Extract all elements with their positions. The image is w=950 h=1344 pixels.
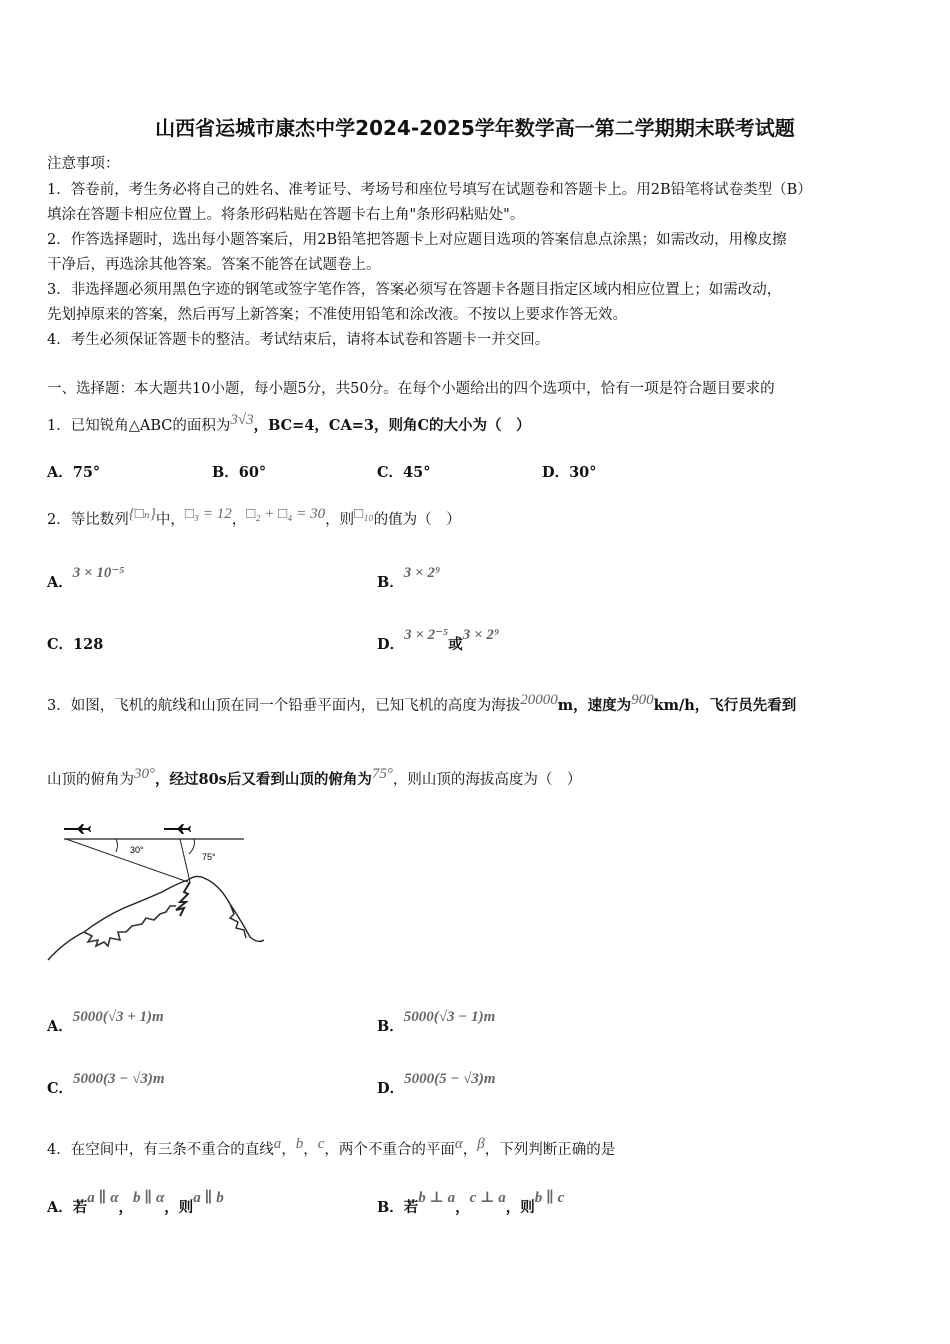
airplane-icon: [64, 824, 91, 834]
question-3-line-2: [47, 768, 581, 789]
q3-option-d[interactable]: [377, 1071, 496, 1098]
q2-option-b-math: 3 × 2⁹: [403, 565, 441, 581]
sight-line-2: [180, 839, 190, 882]
q3-text-pre: 3．如图，飞机的航线和山顶在同一个铅垂平面内，已知飞机的高度为海拔: [47, 698, 521, 714]
q4-option-a-then: ，则: [164, 1199, 194, 1216]
notice-line-2: 填涂在答题卡相应位置上。将条形码粘贴在答题卡右上角"条形码粘贴处"。: [47, 207, 525, 223]
q2-text-mid3: ，则: [325, 512, 355, 528]
notice-line-7: 4．考生必须保证答题卡的整洁。考试结束后，请将本试卷和答题卡一并交回。: [47, 332, 550, 348]
q2-option-b-label: B．: [377, 574, 404, 591]
mountain-rock-detail-2: [230, 904, 246, 938]
q4-text-post: ，下列判断正确的是: [484, 1142, 616, 1158]
q3-mountain-figure: [44, 812, 274, 964]
notice-line-3: 2．作答选择题时，选出每小题答案后，用2B铅笔把答题卡上对应题目选项的答案信息点涂黑；如需改动，用橡皮擦: [47, 232, 787, 248]
q4-option-a-math-2: b ∥ α: [133, 1190, 165, 1206]
q3-math-angle1: 30°: [134, 766, 155, 782]
q2-option-c[interactable]: C．128: [47, 636, 104, 653]
q3-option-a[interactable]: [47, 1009, 164, 1036]
q2-option-a[interactable]: [47, 565, 125, 592]
q3-option-a-label: A．: [47, 1018, 73, 1035]
q4-option-a-math-3: a ∥ b: [193, 1190, 224, 1206]
q3-option-c[interactable]: [47, 1071, 165, 1098]
q4-option-b-math-1: b ⊥ a: [418, 1190, 456, 1206]
q2-math-a3: □₃ = 12: [184, 506, 232, 522]
q4-sep-1: ，: [281, 1142, 296, 1158]
airplane-icon-2: [164, 824, 191, 834]
sight-line-1: [66, 839, 188, 882]
q4-option-a[interactable]: [47, 1190, 224, 1217]
q4-math-alpha: α: [454, 1136, 463, 1152]
q2-option-d-math-2: 3 × 2⁹: [462, 627, 500, 643]
q2-text-mid1: 中，: [155, 512, 185, 528]
q2-text-mid2: ，: [231, 512, 247, 528]
q2-option-d-or: 或: [448, 636, 463, 653]
q3-text-line2-mid: ，经过80s后又看到山顶的俯角为: [155, 771, 372, 788]
q2-math-sum: □₂ + □₄ = 30: [246, 506, 326, 522]
q2-option-b[interactable]: [377, 565, 441, 592]
q4-math-b: b: [295, 1136, 304, 1152]
q4-option-a-sep: ，: [118, 1199, 134, 1216]
q1-option-a[interactable]: A．75°: [47, 464, 101, 481]
q3-text-post: km/h，飞行员先看到: [653, 697, 797, 714]
q4-text-mid: ，两个不重合的平面: [324, 1142, 455, 1158]
q3-math-angle2: 75°: [371, 766, 393, 782]
q3-option-d-math: 5000(5 − √3)m: [404, 1071, 496, 1087]
q3-option-c-label: C．: [47, 1080, 74, 1097]
question-2: [47, 508, 461, 529]
q3-option-c-math: 5000(3 − √3)m: [73, 1071, 165, 1087]
q4-option-a-math-1: a ∥ α: [87, 1190, 119, 1206]
q2-option-d[interactable]: [377, 627, 500, 654]
q4-option-a-label: A．若: [47, 1199, 88, 1216]
mountain-shading: [84, 906, 176, 946]
q4-option-b-math-3: b ∥ c: [534, 1190, 565, 1206]
q4-option-b[interactable]: [377, 1190, 565, 1217]
notice-line-4: 干净后，再选涂其他答案。答案不能答在试题卷上。: [47, 257, 381, 273]
figure-angle-label-2: 75°: [202, 852, 216, 862]
q2-option-d-math-1: 3 × 2⁻⁵: [404, 627, 449, 643]
q1-text-post: ，BC=4，CA=3，则角C的大小为（ ）: [253, 417, 531, 434]
notice-line-6: 先划掉原来的答案，然后再写上新答案；不准使用铅笔和涂改液。不按以上要求作答无效。: [47, 307, 627, 323]
q2-math-seq: {□ₙ}: [128, 506, 156, 522]
q1-option-c[interactable]: C．45°: [377, 464, 431, 481]
notice-line-1: 1．答卷前，考生务必将自己的姓名、准考证号、考场号和座位号填写在试题卷和答题卡上。用2B铅笔将试卷类型（B）: [47, 182, 812, 198]
q4-option-b-sep: ，: [455, 1199, 470, 1216]
q4-math-c: c: [317, 1136, 325, 1152]
q4-option-b-then: ，则: [505, 1199, 535, 1216]
q3-math-height: 20000: [520, 692, 558, 708]
q4-option-b-label: B．若: [377, 1199, 419, 1216]
q3-option-b-label: B．: [377, 1018, 404, 1035]
question-4: [47, 1138, 615, 1159]
q1-text-pre: 1．已知锐角△ABC的面积为: [47, 418, 231, 434]
q3-text-mid: m，速度为: [557, 697, 632, 714]
question-3-line-1: [47, 694, 796, 715]
q4-math-a: a: [273, 1136, 282, 1152]
q3-option-d-label: D．: [377, 1080, 405, 1097]
q2-math-a10: □₁₀: [354, 506, 374, 522]
q1-math-area: 3√3: [230, 412, 254, 428]
q1-option-d[interactable]: D．30°: [542, 464, 597, 481]
angle-arc-1: [116, 839, 118, 852]
q2-text-post: 的值为（ ）: [373, 512, 461, 528]
exam-title: 山西省运城市康杰中学2024-2025学年数学高一第二学期期末联考试题: [155, 116, 795, 140]
q3-option-b[interactable]: [377, 1009, 496, 1036]
q3-math-speed: 900: [631, 692, 654, 708]
q2-text-pre: 2．等比数列: [47, 512, 129, 528]
q4-sep-2: ，: [303, 1142, 318, 1158]
question-1: [47, 414, 530, 435]
q2-option-a-math: 3 × 10⁻⁵: [72, 565, 125, 581]
q3-text-line2-pre: 山顶的俯角为: [47, 772, 134, 788]
section-heading: 一、选择题：本大题共10小题，每小题5分，共50分。在每个小题给出的四个选项中，恰有一项是符合题目要求的: [47, 381, 775, 397]
q4-text-pre: 4．在空间中，有三条不重合的直线: [47, 1142, 274, 1158]
q4-math-beta: β: [477, 1136, 485, 1152]
notice-line-5: 3．非选择题必须用黑色字迹的钢笔或签字笔作答，答案必须写在答题卡各题目指定区域内相应位置上；如需改动，: [47, 282, 782, 298]
q3-text-line2-post: ，则山顶的海拔高度为（ ）: [392, 772, 582, 788]
q4-option-b-math-2: c ⊥ a: [469, 1190, 506, 1206]
q3-option-b-math: 5000(√3 − 1)m: [403, 1009, 496, 1025]
mountain-rock-detail: [176, 882, 190, 916]
q3-option-a-math: 5000(√3 + 1)m: [72, 1009, 164, 1025]
q4-sep-3: ，: [462, 1142, 478, 1158]
notice-heading: 注意事项：: [47, 156, 120, 172]
angle-arc-2: [189, 839, 194, 854]
q2-option-d-label: D．: [377, 636, 405, 653]
q1-option-b[interactable]: B．60°: [212, 464, 267, 481]
figure-angle-label-1: 30°: [130, 845, 144, 855]
q2-option-a-label: A．: [47, 574, 73, 591]
